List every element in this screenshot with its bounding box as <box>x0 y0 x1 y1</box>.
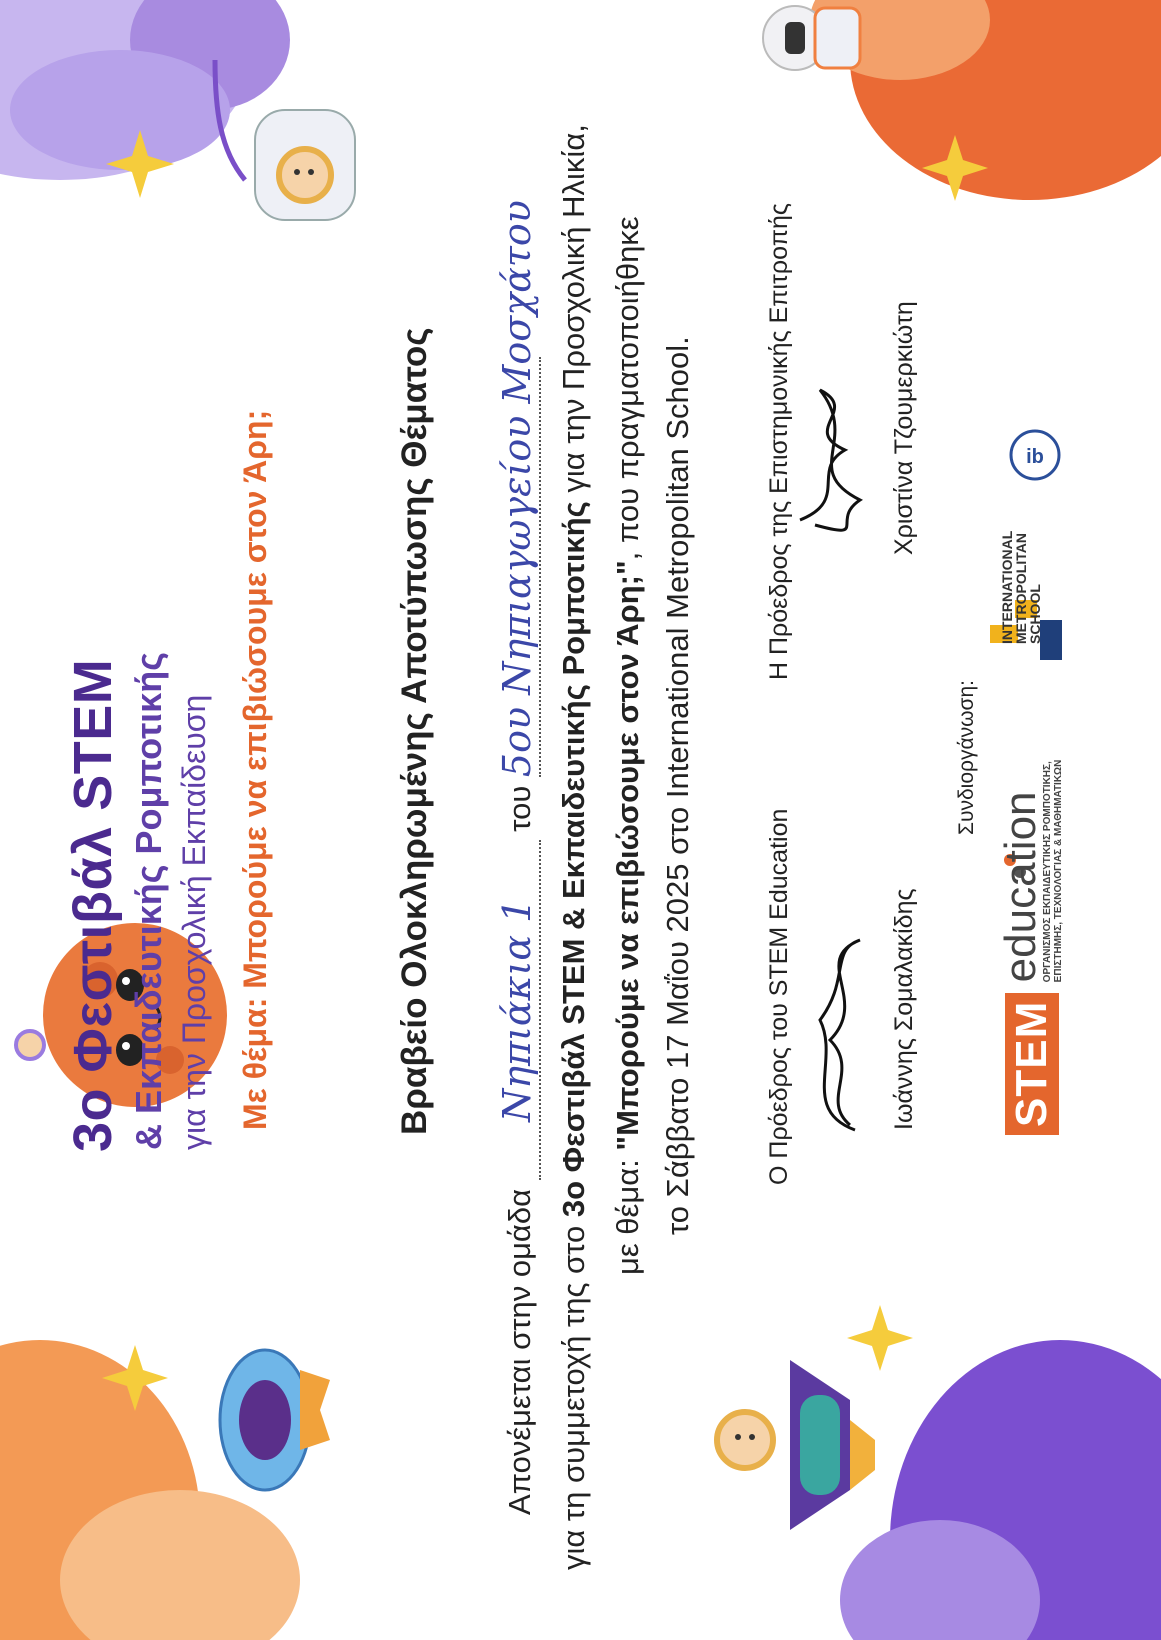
theme-line: Με θέμα: Μπορούμε να επιβιώσουμε στον Άρη; <box>237 409 273 1130</box>
right-signatory-name: Χριστίνα Τζουμερκιώτη <box>890 301 918 555</box>
body-text: Απονέμεται στην ομάδα <box>502 1188 537 1515</box>
ims-logo <box>1000 531 1042 650</box>
body-line4: το Σάββατο 17 Μαΐου 2025 στο International Metropolitan School. <box>660 336 695 1235</box>
body-line2 <box>556 124 592 1570</box>
festival-name: 3ο Φεστιβάλ STEM & Εκπαιδευτικής Ρομποτικής <box>556 501 591 1218</box>
stem-logo-sub1: ΟΡΓΑΝΙΣΜΟΣ ΕΚΠΑΙΔΕΥΤΙΚΗΣ ΡΟΜΠΟΤΙΚΗΣ, <box>1042 761 1053 983</box>
co-organization-label: Συνδιοργάνωση: <box>955 680 978 835</box>
body-text: με θέμα: <box>610 1159 645 1275</box>
award-title: Βραβείο Ολοκληρωμένης Αποτύπωσης Θέματος <box>395 327 434 1135</box>
body-line1 <box>495 200 541 1515</box>
stem-logo-box: STEM <box>1005 993 1059 1135</box>
left-signatory-name: Ιωάννης Σομαλακίδης <box>890 888 918 1130</box>
title-line1: 3ο Φεστιβάλ STEM <box>63 658 123 1152</box>
ims-logo-line1: INTERNATIONAL <box>999 530 1015 644</box>
body-line3 <box>610 216 646 1275</box>
body-text: , που πραγματοποιήθηκε <box>610 216 645 561</box>
title-line2: & Εκπαιδευτικής Ρομποτικής <box>128 652 169 1150</box>
svg-text:ib: ib <box>1026 446 1044 468</box>
team-name-field: Νηπιάκια 1 <box>495 840 541 1180</box>
body-text: του <box>502 785 537 832</box>
stem-education-logo <box>996 759 1064 1135</box>
body-text: για την Προσχολική Ηλικία, <box>556 124 591 493</box>
stem-logo-sub2: ΕΠΙΣΤΗΜΗΣ, ΤΕΧΝΟΛΟΓΙΑΣ & ΜΑΘΗΜΑΤΙΚΩΝ <box>1053 759 1064 983</box>
school-name-field: 5ου Νηπιαγωγείου Μοσχάτου <box>495 200 539 778</box>
stem-logo-word: education <box>996 791 1045 983</box>
right-signatory-role: Η Πρόεδρος της Επιστημονικής Επιτροπής <box>765 203 793 680</box>
body-text: για τη συμμετοχή της στο <box>556 1225 591 1570</box>
ims-logo-line3: SCHOOL <box>1027 584 1043 644</box>
theme-quote: "Μπορούμε να επιβιώσουμε στον Άρη;" <box>610 560 645 1151</box>
left-signatory-role: Ο Πρόεδρος του STEM Education <box>765 808 793 1185</box>
title-line3: για την Προσχολική Εκπαίδευση <box>176 694 212 1150</box>
ims-logo-line2: METROPOLITAN <box>1013 533 1029 644</box>
